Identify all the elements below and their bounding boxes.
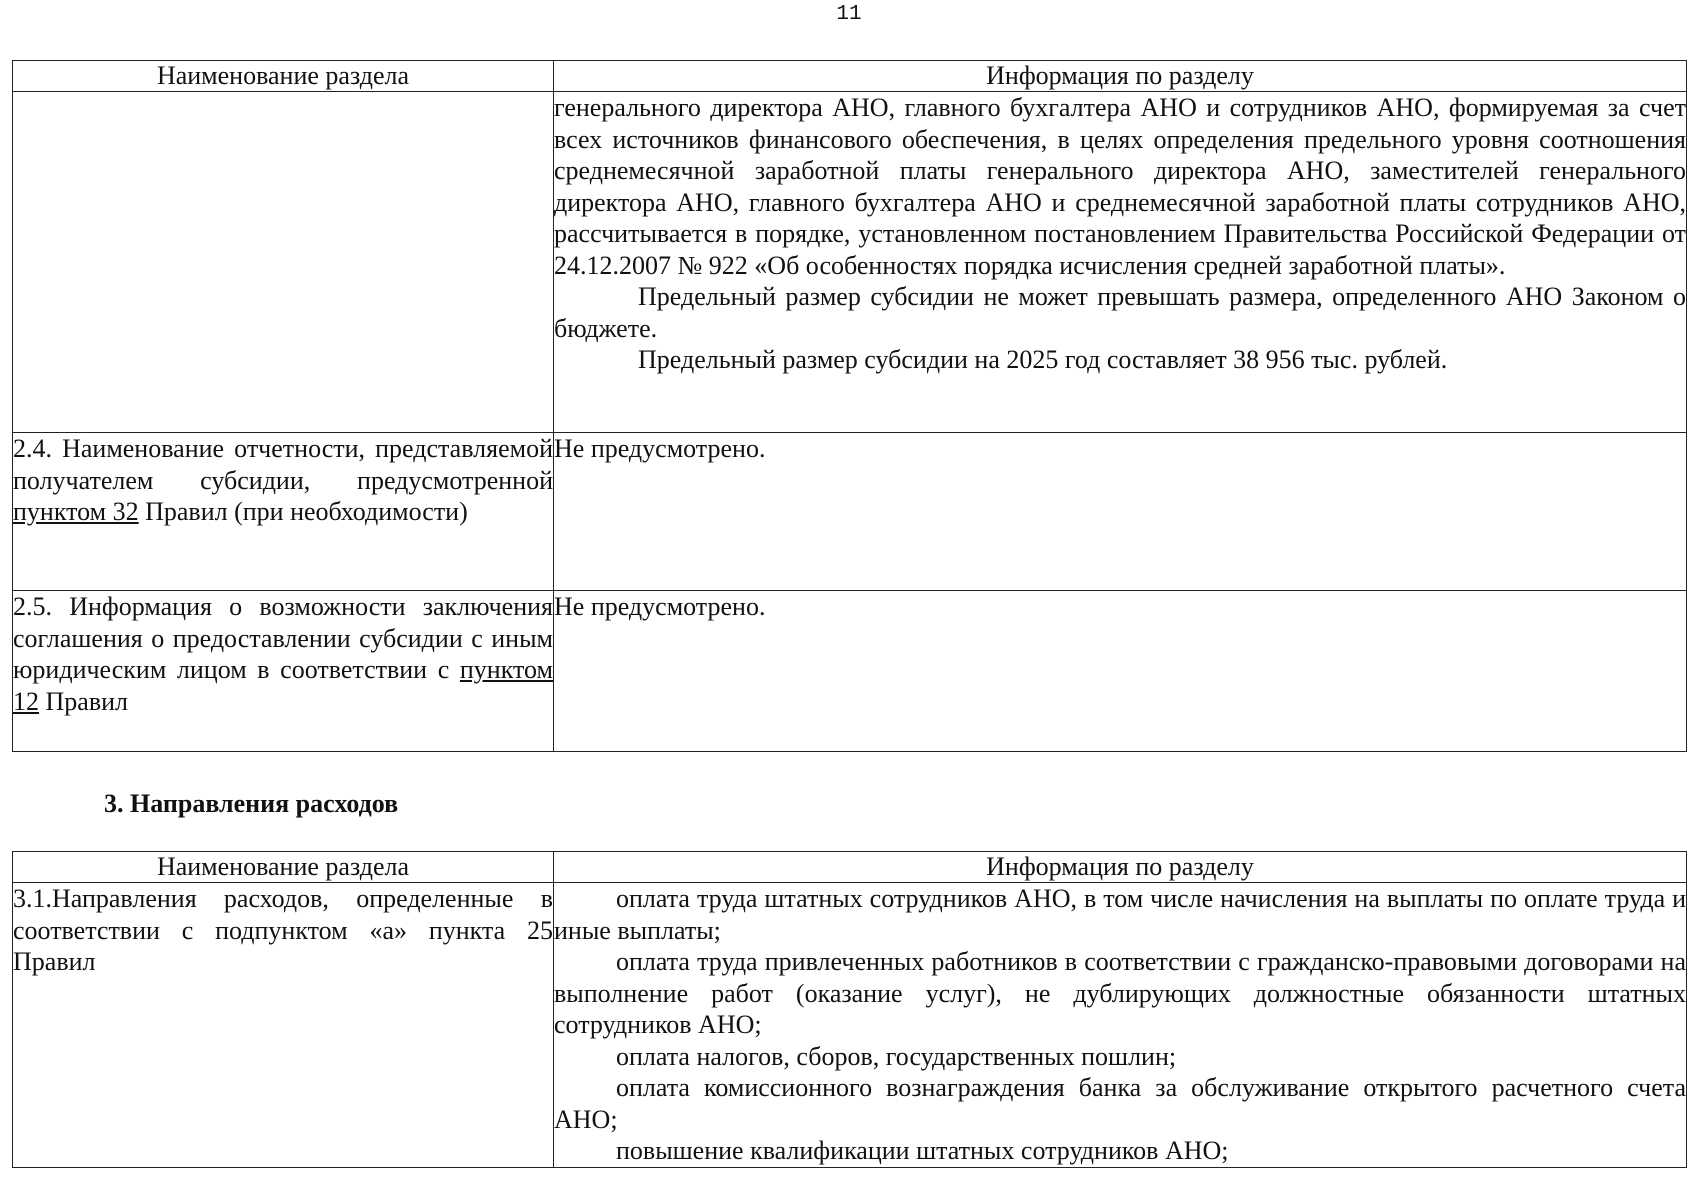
row-info-2-5: Не предусмотрено. — [554, 591, 1687, 752]
subsidy-info-table — [12, 60, 1687, 752]
link-punkt-32[interactable]: пунктом 32 — [13, 497, 139, 526]
header-section-info: Информация по разделу — [554, 852, 1687, 883]
expense-item: повышение квалификации штатных сотрудников АНО; — [616, 1136, 1229, 1165]
page-number: 11 — [836, 3, 862, 26]
row-label-2-5: 2.5. Информация о возможности заключения соглашения о предоставлении субсидии с иным юридическим лицом в соответствии с пунктом 12 Правил — [13, 591, 554, 752]
row-label-empty — [13, 92, 554, 433]
link-punkt-12[interactable]: пунктом 12 — [13, 655, 553, 716]
row-info-continuation — [554, 92, 1687, 433]
row-info-3-1 — [554, 883, 1687, 1168]
header-section-name: Наименование раздела — [13, 61, 554, 92]
subsidy-limit-paragraph: Предельный размер субсидии не может превышать размера, определенного АНО Законом о бюджете. — [554, 282, 1686, 343]
table-row — [13, 591, 1687, 752]
header-section-name: Наименование раздела — [13, 852, 554, 883]
subsidy-2025-paragraph: Предельный размер субсидии на 2025 год составляет 38 956 тыс. рублей. — [638, 345, 1448, 374]
expense-directions-table — [12, 851, 1687, 1168]
table-row — [13, 433, 1687, 591]
expense-item: оплата налогов, сборов, государственных пошлин; — [616, 1041, 1177, 1071]
section-title: 3. Направления расходов — [104, 789, 399, 818]
expense-item: оплата труда штатных сотрудников АНО, в том числе начисления на выплаты по оплате труда и иные выплаты; — [554, 884, 1686, 945]
expense-item: оплата труда привлеченных работников в соответствии с гражданско-правовыми договорами на выполнение работ (оказание услуг), не дублирующих должностные обязанности штатных сотрудников АНО; — [554, 947, 1686, 1039]
row-label-2-4: 2.4. Наименование отчетности, представляемой получателем субсидии, предусмотренной пунктом 32 Правил (при необходимости) — [13, 433, 554, 591]
table-header-row — [13, 61, 1687, 92]
salary-paragraph: генерального директора АНО, главного бухгалтера АНО и сотрудников АНО, формируемая за счет всех источников финансового обеспечения, в целях определения предельного уровня соотношения среднемесячной заработной платы генерального директора АНО, заместителей генерального директора АНО, главного бухгалтера АНО и среднемесячной заработной платы сотрудников АНО, рассчитывается в порядке, установленном постановлением Правительства Российской Федерации от 24.12.2007 № 922 «Об особенностях порядка исчисления средней заработной платы». — [554, 93, 1686, 280]
expense-item: оплата комиссионного вознаграждения банка за обслуживание открытого расчетного счета АНО; — [554, 1073, 1686, 1134]
table-row — [13, 92, 1687, 433]
table-header-row — [13, 852, 1687, 883]
table-row — [13, 883, 1687, 1168]
header-section-info: Информация по разделу — [554, 61, 1687, 92]
row-label-3-1: 3.1.Направления расходов, определенные в соответствии с подпунктом «а» пункта 25 Правил — [13, 883, 554, 1168]
row-info-2-4: Не предусмотрено. — [554, 433, 1687, 591]
